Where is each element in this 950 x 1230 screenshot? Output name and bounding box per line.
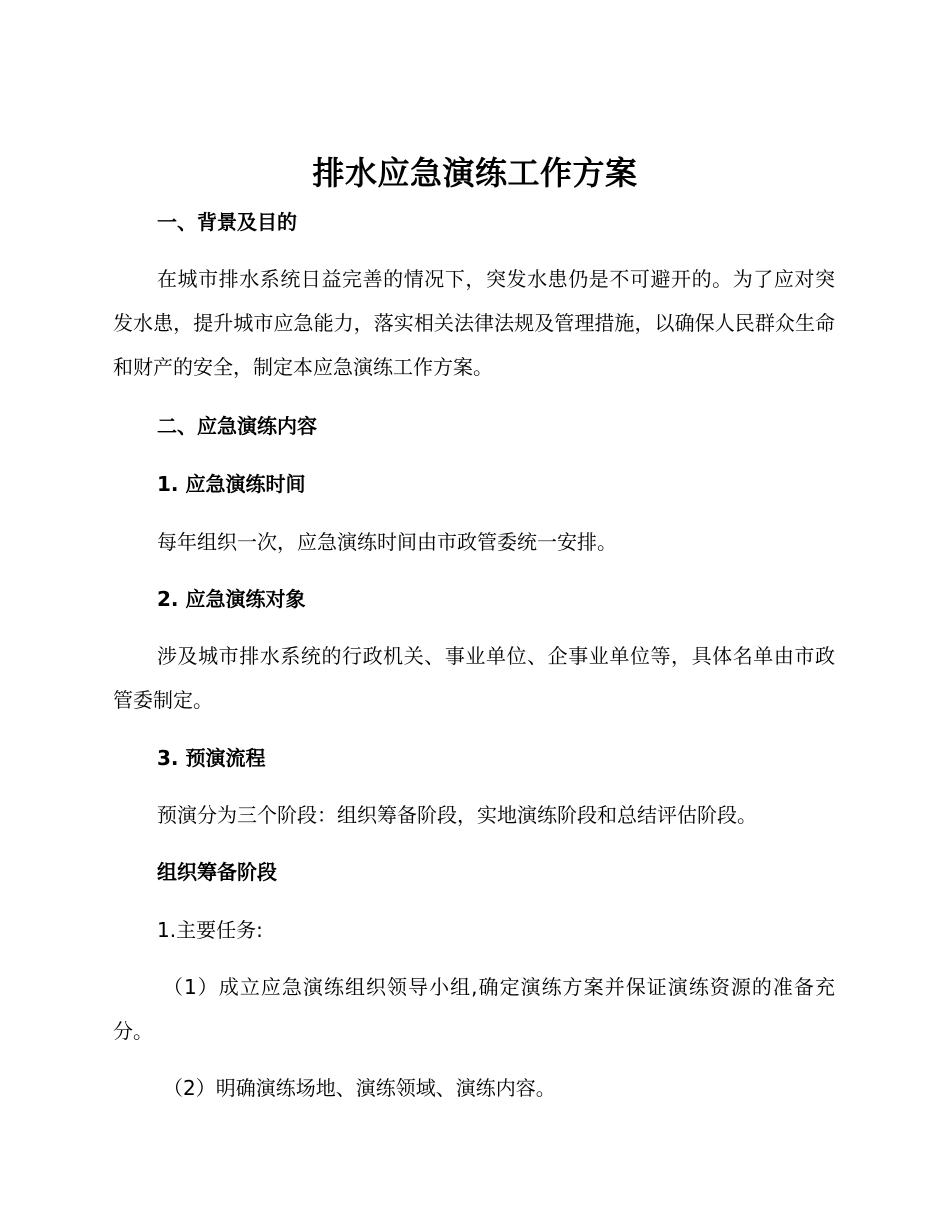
subheading-rehearsal-process: 3. 预演流程 [157,746,266,770]
subheading-drill-time: 1. 应急演练时间 [157,472,306,496]
stage-heading-preparation: 组织筹备阶段 [157,860,277,884]
paragraph-rehearsal-process: 预演分为三个阶段：组织筹备阶段，实地演练阶段和总结评估阶段。 [157,803,757,827]
main-tasks-label: 1.主要任务: [157,918,263,942]
task-item-2: （2）明确演练场地、演练领域、演练内容。 [163,1076,556,1100]
subheading-drill-targets: 2. 应急演练对象 [157,587,306,611]
section-heading-drill-content: 二、应急演练内容 [157,414,317,438]
task-item-1: （1）成立应急演练组织领导小组,确定演练方案并保证演练资源的准备充分。 [113,975,835,1043]
paragraph-background: 在城市排水系统日益完善的情况下，突发水患仍是不可避开的。为了应对突发水患，提升城市应急能力，落实相关法律法规及管理措施，以确保人民群众生命和财产的安全，制定本应急演练工作方案。 [113,267,835,379]
section-heading-background: 一、背景及目的 [157,210,297,234]
document-title: 排水应急演练工作方案 [312,154,638,192]
paragraph-drill-targets: 涉及城市排水系统的行政机关、事业单位、企事业单位等，具体名单由市政管委制定。 [113,644,835,712]
paragraph-drill-time: 每年组织一次，应急演练时间由市政管委统一安排。 [157,530,617,554]
